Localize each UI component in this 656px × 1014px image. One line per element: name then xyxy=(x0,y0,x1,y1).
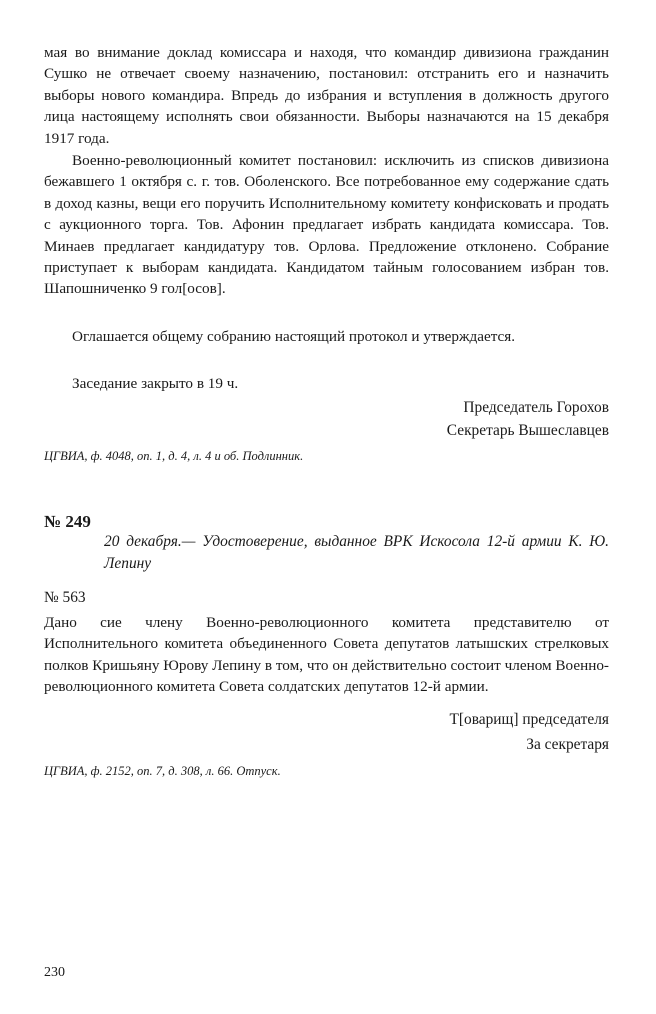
signature-secretary: Секретарь Вышеславцев xyxy=(446,422,609,439)
document-number: № 249 xyxy=(44,512,91,531)
document-title: 20 декабря.— Удостоверение, выданное ВРК Искосола 12-й армии К. Ю. Лепину xyxy=(104,533,609,572)
archive-source-1: ЦГВИА, ф. 4048, оп. 1, д. 4, л. 4 и об. Подлинник. xyxy=(44,449,304,463)
paragraph-session-closed: Заседание закрыто в 19 ч. xyxy=(72,375,239,392)
signature-deputy-chairman: Т[оварищ] председателя xyxy=(449,711,609,728)
certificate-body: Дано сие члену Военно-революционного комитета представителю от Исполнительного комитета объединенного Совета депутатов латышских стрелковых полков Кришьяну Юрову Лепину в том, что он действительно состоит членом Военно-революционного комитета Совета солдатских депутатов 12-й армии. xyxy=(44,614,609,696)
signature-for-secretary: За секретаря xyxy=(526,736,609,753)
page-number: 230 xyxy=(44,965,65,980)
paragraph-committee-decision: Военно-революционный комитет постановил: исключить из списков дивизиона бежавшего 1 октября с. г. тов. Оболенского. Все потребованное ему содержание сдать в доход казны, вещи его поручить Исполнительному комитету конфисковать и продать с аукционного торга. Тов. Афонин предлагает избрать кандидата комиссара. Тов. Минаев предлагает кандидатуру тов. Орлова. Предложение отклонено. Собрание приступает к выборам кандидата. Кандидатом тайным голосованием избран тов. Шапошниченко 9 гол[осов]. xyxy=(44,152,609,298)
paragraph-protocol-approval: Оглашается общему собранию настоящий протокол и утверждается. xyxy=(72,328,516,345)
paragraph-order-text: мая во внимание доклад комиссара и находя, что командир дивизиона гражданин Сушко не отвечает своему назначению, постановил: отстранить его и назначить выборы нового командира. Впредь до избрания и вступления в должность другого лица настоящему исполнять свои обязанности. Выборы назначаются на 15 декабря 1917 года. xyxy=(44,44,609,147)
archive-source-2: ЦГВИА, ф. 2152, оп. 7, д. 308, л. 66. Отпуск. xyxy=(44,764,281,778)
signature-chairman: Председатель Горохов xyxy=(463,399,609,416)
registration-number: № 563 xyxy=(44,589,86,606)
